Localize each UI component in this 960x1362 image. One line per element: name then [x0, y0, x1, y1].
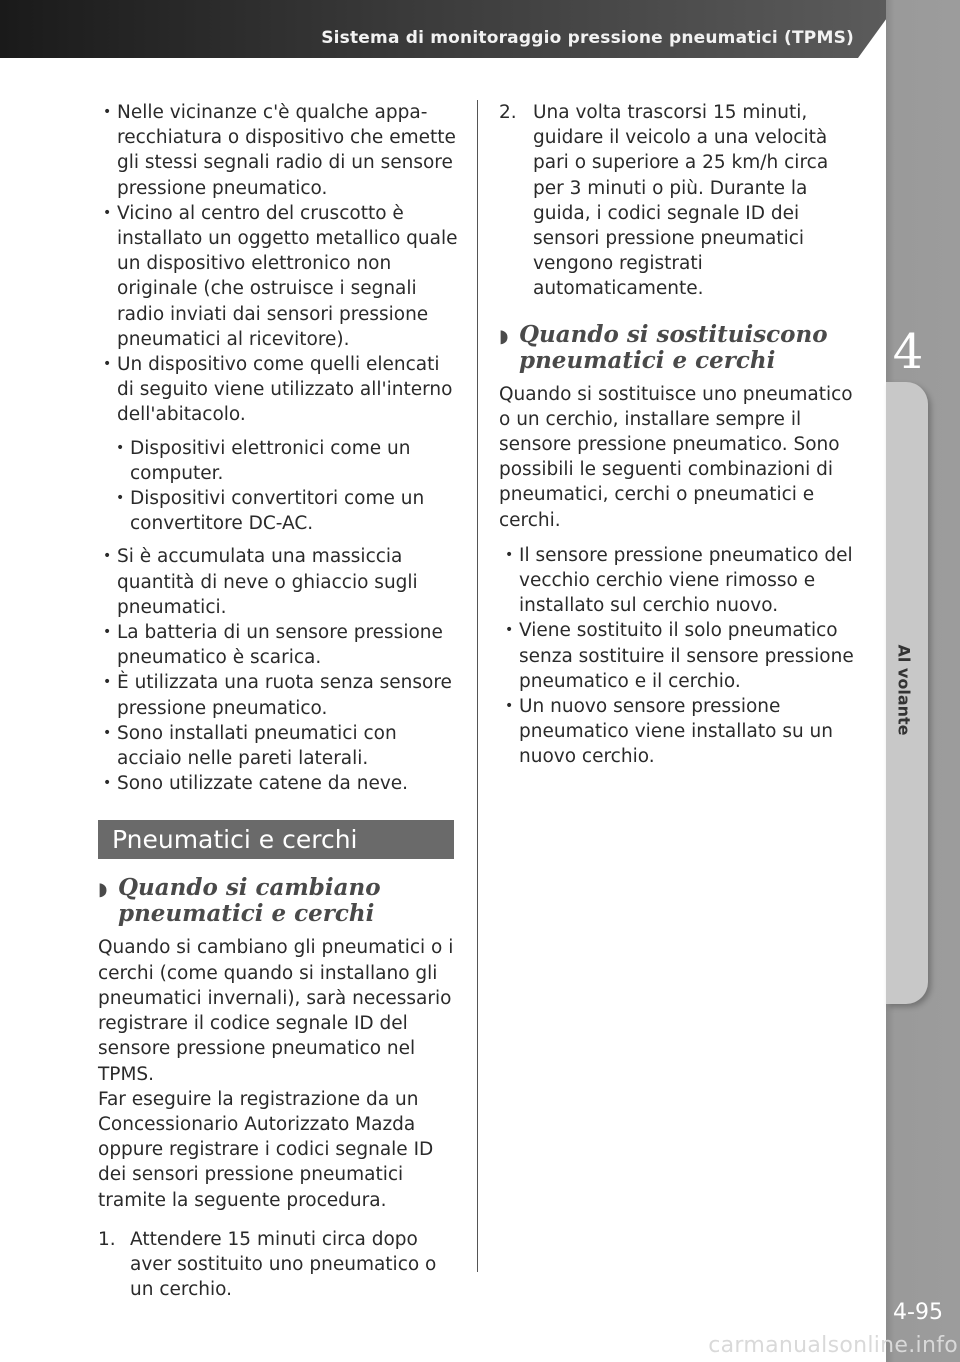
- sub-list-item: • Dispositivi elettronici come un computer.: [130, 436, 460, 486]
- subheading-replacing: [499, 322, 861, 374]
- section-title: Pneumatici e cerchi: [98, 820, 454, 859]
- chapter-number: 4: [892, 324, 924, 380]
- list-item: • Un dispositivo come quelli elencati di seguito viene utilizzato all'interno dell'abitacolo.: [117, 352, 460, 428]
- page-header-title: Sistema di monitoraggio pressione pneumatici (TPMS): [321, 28, 854, 48]
- procedure-steps: [98, 1227, 460, 1303]
- column-divider: [477, 100, 478, 1272]
- list-item: • Sono installati pneumatici con acciaio nelle pareti laterali.: [117, 721, 460, 771]
- paragraph: Quando si sostituisce uno pneumatico o un cerchio, installare sempre il sensore pressione pneumatico. Sono possibili le seguenti combinazioni di pneumatici, cerchi o pneumatici e cerchi.: [499, 383, 853, 531]
- sub-list-item: • Dispositivi convertitori come un convertitore DC-AC.: [130, 486, 460, 536]
- combinations-list: [499, 543, 861, 770]
- list-item: • La batteria di un sensore pressione pneumatico è scarica.: [117, 620, 460, 670]
- subheading-text: Quando si cambiano pneumatici e cerchi: [118, 874, 381, 928]
- list-item: • Nelle vicinanze c'è qualche appa-recchiatura o dispositivo che emette gli stessi segnali radio di un sensore pressione pneumatico.: [117, 100, 460, 201]
- chapter-label: Al volante: [894, 644, 914, 736]
- list-item: • Il sensore pressione pneumatico del vecchio cerchio viene rimosso e installato sul cerchio nuovo.: [519, 543, 861, 619]
- conditions-list-bottom: [98, 544, 460, 796]
- step-number: 1.: [98, 1228, 116, 1250]
- paragraph: Quando si cambiano gli pneumatici o i cerchi (come quando si installano gli pneumatici invernali), sarà necessario registrare il codice segnale ID del sensore pressione pneumatico nel TPMS.: [98, 937, 454, 1085]
- list-item: • Viene sostituito il solo pneumatico senza sostituire il sensore pressione pneumatico e il cerchio.: [519, 618, 861, 694]
- step-2: [499, 100, 861, 302]
- subheading-changing: [98, 875, 460, 927]
- page-number: 4-95: [893, 1300, 943, 1325]
- left-column: [98, 100, 460, 1302]
- section-marker-icon: ◗: [499, 325, 509, 347]
- list-item: • Un nuovo sensore pressione pneumatico viene installato su un nuovo cerchio.: [519, 694, 861, 770]
- conditions-list-top: [98, 100, 460, 428]
- step-text: Attendere 15 minuti circa dopo aver sostituito uno pneumatico o un cerchio.: [130, 1228, 437, 1301]
- list-item: • È utilizzata una ruota senza sensore pressione pneumatico.: [117, 670, 460, 720]
- list-item: • Sono utilizzate catene da neve.: [117, 771, 460, 796]
- step-1: [98, 1227, 460, 1303]
- watermark: carmanualsonline.info: [708, 1333, 958, 1358]
- list-item: • Si è accumulata una massiccia quantità di neve o ghiaccio sugli pneumatici.: [117, 544, 460, 620]
- subheading-text: Quando si sostituiscono pneumatici e cerchi: [519, 320, 828, 374]
- step-number: 2.: [499, 102, 517, 123]
- devices-sublist: [98, 436, 460, 537]
- paragraph: Far eseguire la registrazione da un Concessionario Autorizzato Mazda oppure registrare i codici segnale ID dei sensori pressione pneumatici tramite la seguente procedura.: [98, 1088, 434, 1211]
- right-column: [499, 100, 861, 770]
- step-text: Una volta trascorsi 15 minuti, guidare il veicolo a una velocità pari o superiore a 25 km/h circa per 3 minuti o più. Durante la guida, i codici segnale ID dei sensori pressione pneumatici vengono registrati automaticamente.: [533, 102, 829, 300]
- list-item: • Vicino al centro del cruscotto è installato un oggetto metallico quale un dispositivo elettronico non originale (che ostruisce i segnali radio inviati dai sensori pressione pneumatici al ricevitore).: [117, 201, 460, 352]
- section-marker-icon: ◗: [98, 879, 108, 901]
